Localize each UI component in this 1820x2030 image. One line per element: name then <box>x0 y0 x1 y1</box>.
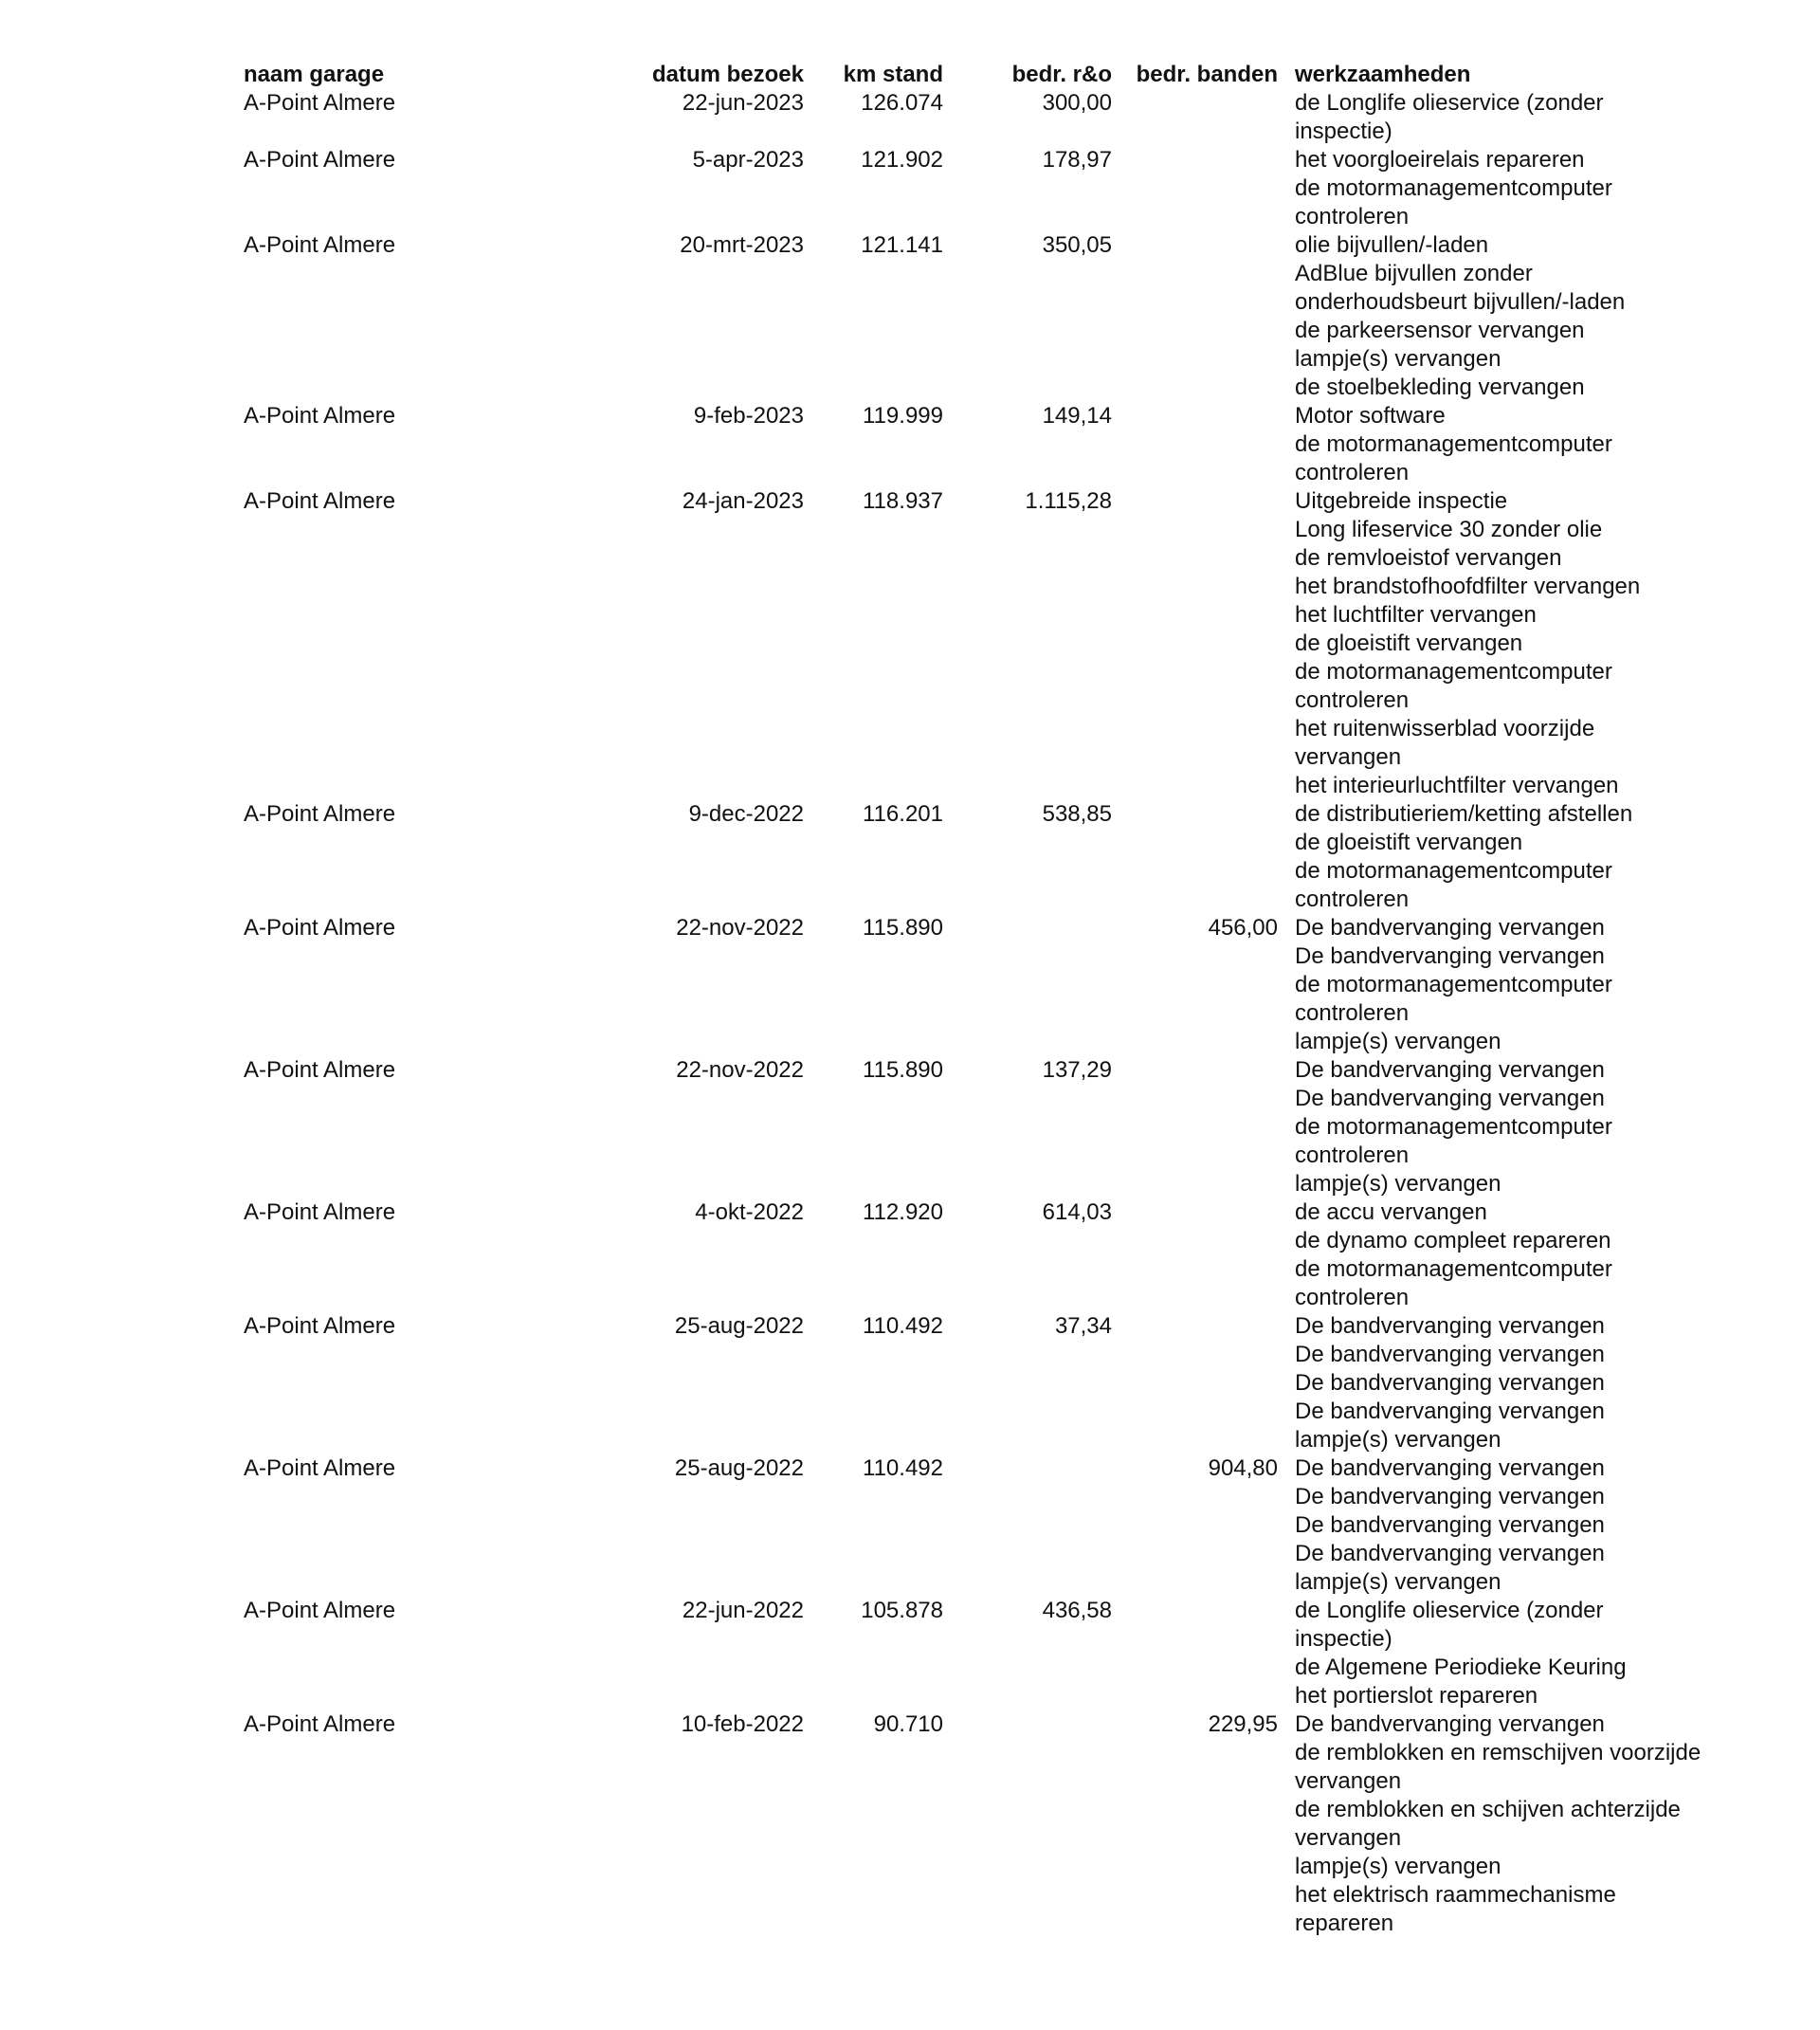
header-date: datum bezoek <box>651 62 804 87</box>
cell-date: 20-mrt-2023 <box>680 232 804 258</box>
header-tyres-amount: bedr. banden <box>1136 62 1278 87</box>
cell-tyres-amount <box>1112 231 1278 402</box>
work-line: het portierslot repareren <box>1295 1683 1538 1709</box>
work-line: Motor software <box>1295 403 1446 429</box>
cell-work <box>1278 146 1723 231</box>
cell-km: 112.920 <box>863 1199 943 1225</box>
table-row <box>244 1597 1723 1710</box>
cell-date: 22-jun-2023 <box>682 90 804 116</box>
work-line: lampje(s) vervangen <box>1295 346 1502 372</box>
work-line: het interieurluchtfilter vervangen <box>1295 773 1619 798</box>
work-line: vervangen <box>1295 744 1402 770</box>
cell-km: 105.878 <box>861 1598 943 1623</box>
cell-tyres-amount <box>1112 402 1278 487</box>
work-line: het elektrisch raammechanisme <box>1295 1882 1616 1908</box>
cell-km: 121.902 <box>861 147 943 173</box>
work-line: Uitgebreide inspectie <box>1295 488 1508 514</box>
work-line: de accu vervangen <box>1295 1199 1487 1225</box>
cell-tyres-amount <box>1112 1597 1278 1710</box>
cell-date: 25-aug-2022 <box>674 1313 804 1339</box>
cell-ro-amount: 1.115,28 <box>1025 488 1112 514</box>
cell-tyres-amount: 904,80 <box>1208 1455 1278 1481</box>
work-line: De bandvervanging vervangen <box>1295 1399 1605 1424</box>
header-work: werkzaamheden <box>1295 62 1471 87</box>
cell-ro-amount: 436,58 <box>1042 1598 1112 1623</box>
work-line: controleren <box>1295 204 1410 229</box>
work-line: vervangen <box>1295 1825 1402 1851</box>
work-line: De bandvervanging vervangen <box>1295 943 1605 969</box>
work-line: lampje(s) vervangen <box>1295 1569 1502 1595</box>
work-line: De bandvervanging vervangen <box>1295 1086 1605 1111</box>
work-line: onderhoudsbeurt bijvullen/-laden <box>1295 289 1626 315</box>
cell-work <box>1278 1597 1723 1710</box>
table-body <box>244 89 1723 1938</box>
work-line: de dynamo compleet repareren <box>1295 1228 1611 1253</box>
cell-date: 24-jan-2023 <box>682 488 804 514</box>
cell-ro-amount: 300,00 <box>1042 90 1112 116</box>
cell-date: 9-feb-2023 <box>693 403 804 429</box>
work-line: vervangen <box>1295 1768 1402 1794</box>
cell-tyres-amount <box>1112 800 1278 914</box>
cell-km: 126.074 <box>861 90 943 116</box>
work-line: controleren <box>1295 1143 1410 1168</box>
cell-km: 116.201 <box>863 801 943 827</box>
work-line: lampje(s) vervangen <box>1295 1029 1502 1054</box>
work-line: de motormanagementcomputer <box>1295 1256 1612 1282</box>
cell-work <box>1278 402 1723 487</box>
work-line: De bandvervanging vervangen <box>1295 1057 1605 1083</box>
work-line: inspectie) <box>1295 119 1392 144</box>
cell-work <box>1278 1312 1723 1454</box>
table-row <box>244 487 1723 800</box>
cell-garage: A-Point Almere <box>244 232 396 258</box>
work-line: de stoelbekleding vervangen <box>1295 375 1585 400</box>
cell-ro-amount <box>943 1710 1112 1938</box>
work-line: lampje(s) vervangen <box>1295 1171 1502 1197</box>
table-row <box>244 1454 1723 1597</box>
cell-km: 110.492 <box>863 1455 943 1481</box>
table-row <box>244 1710 1723 1938</box>
cell-garage: A-Point Almere <box>244 90 396 116</box>
table-header-row <box>244 61 1723 89</box>
work-line: de gloeistift vervangen <box>1295 830 1523 855</box>
cell-tyres-amount <box>1112 1312 1278 1454</box>
cell-garage: A-Point Almere <box>244 1598 396 1623</box>
cell-km: 110.492 <box>863 1313 943 1339</box>
cell-tyres-amount <box>1112 1198 1278 1312</box>
work-line: de motormanagementcomputer <box>1295 1114 1612 1140</box>
header-km: km stand <box>843 62 943 87</box>
cell-km: 115.890 <box>863 915 943 941</box>
work-line: controleren <box>1295 1000 1410 1026</box>
cell-ro-amount: 178,97 <box>1042 147 1112 173</box>
cell-date: 9-dec-2022 <box>688 801 804 827</box>
table-row <box>244 146 1723 231</box>
cell-garage: A-Point Almere <box>244 1313 396 1339</box>
cell-date: 5-apr-2023 <box>692 147 804 173</box>
work-line: lampje(s) vervangen <box>1295 1427 1502 1453</box>
cell-ro-amount: 614,03 <box>1042 1199 1112 1225</box>
cell-date: 22-jun-2022 <box>682 1598 804 1623</box>
cell-garage: A-Point Almere <box>244 1057 396 1083</box>
table-row <box>244 402 1723 487</box>
cell-work <box>1278 1454 1723 1597</box>
table-row <box>244 1312 1723 1454</box>
work-line: De bandvervanging vervangen <box>1295 1484 1605 1509</box>
cell-garage: A-Point Almere <box>244 1455 396 1481</box>
cell-tyres-amount <box>1112 89 1278 146</box>
work-line: de motormanagementcomputer <box>1295 175 1612 201</box>
cell-km: 121.141 <box>861 232 943 258</box>
work-line: controleren <box>1295 687 1410 713</box>
work-line: De bandvervanging vervangen <box>1295 1342 1605 1367</box>
table-row <box>244 231 1723 402</box>
work-line: Long lifeservice 30 zonder olie <box>1295 517 1603 542</box>
cell-ro-amount: 538,85 <box>1042 801 1112 827</box>
cell-work <box>1278 800 1723 914</box>
cell-tyres-amount: 456,00 <box>1208 915 1278 941</box>
work-line: repareren <box>1295 1911 1394 1936</box>
cell-garage: A-Point Almere <box>244 1711 396 1737</box>
work-line: controleren <box>1295 887 1410 912</box>
cell-ro-amount <box>943 1454 1112 1597</box>
work-line: de motormanagementcomputer <box>1295 858 1612 884</box>
cell-date: 10-feb-2022 <box>681 1711 804 1737</box>
cell-date: 22-nov-2022 <box>676 915 804 941</box>
work-line: De bandvervanging vervangen <box>1295 1711 1605 1737</box>
work-line: de parkeersensor vervangen <box>1295 318 1585 343</box>
work-line: het brandstofhoofdfilter vervangen <box>1295 574 1641 599</box>
work-line: olie bijvullen/-laden <box>1295 232 1489 258</box>
cell-garage: A-Point Almere <box>244 403 396 429</box>
cell-work <box>1278 1056 1723 1198</box>
cell-tyres-amount <box>1112 146 1278 231</box>
work-line: De bandvervanging vervangen <box>1295 1455 1605 1481</box>
table-row <box>244 800 1723 914</box>
cell-tyres-amount: 229,95 <box>1208 1711 1278 1737</box>
cell-ro-amount: 350,05 <box>1042 232 1112 258</box>
cell-work <box>1278 914 1723 1056</box>
table-row <box>244 89 1723 146</box>
cell-ro-amount <box>943 914 1112 1056</box>
header-ro-amount: bedr. r&o <box>1011 62 1112 87</box>
work-line: het voorgloeirelais repareren <box>1295 147 1585 173</box>
cell-km: 118.937 <box>863 488 943 514</box>
cell-ro-amount: 137,29 <box>1042 1057 1112 1083</box>
table-row <box>244 914 1723 1056</box>
cell-work <box>1278 89 1723 146</box>
cell-work <box>1278 231 1723 402</box>
cell-work <box>1278 1198 1723 1312</box>
maintenance-history-table <box>244 61 1723 1938</box>
cell-work <box>1278 487 1723 800</box>
cell-garage: A-Point Almere <box>244 147 396 173</box>
work-line: de Longlife olieservice (zonder <box>1295 90 1604 116</box>
work-line: AdBlue bijvullen zonder <box>1295 261 1533 286</box>
table-row <box>244 1056 1723 1198</box>
cell-garage: A-Point Almere <box>244 915 396 941</box>
work-line: De bandvervanging vervangen <box>1295 1313 1605 1339</box>
cell-ro-amount: 149,14 <box>1042 403 1112 429</box>
work-line: de gloeistift vervangen <box>1295 631 1523 656</box>
cell-garage: A-Point Almere <box>244 1199 396 1225</box>
cell-tyres-amount <box>1112 1056 1278 1198</box>
cell-tyres-amount <box>1112 487 1278 800</box>
table-row <box>244 1198 1723 1312</box>
work-line: de Longlife olieservice (zonder <box>1295 1598 1604 1623</box>
work-line: de motormanagementcomputer <box>1295 431 1612 457</box>
cell-date: 22-nov-2022 <box>676 1057 804 1083</box>
work-line: de remblokken en remschijven voorzijde <box>1295 1740 1702 1765</box>
work-line: het luchtfilter vervangen <box>1295 602 1537 628</box>
work-line: De bandvervanging vervangen <box>1295 1541 1605 1566</box>
cell-km: 90.710 <box>873 1711 943 1737</box>
cell-km: 115.890 <box>863 1057 943 1083</box>
cell-garage: A-Point Almere <box>244 488 396 514</box>
cell-work <box>1278 1710 1723 1938</box>
work-line: De bandvervanging vervangen <box>1295 1512 1605 1538</box>
cell-km: 119.999 <box>863 403 943 429</box>
cell-garage: A-Point Almere <box>244 801 396 827</box>
work-line: controleren <box>1295 1285 1410 1310</box>
work-line: het ruitenwisserblad voorzijde <box>1295 716 1595 741</box>
work-line: lampje(s) vervangen <box>1295 1854 1502 1879</box>
work-line: de Algemene Periodieke Keuring <box>1295 1655 1627 1680</box>
work-line: De bandvervanging vervangen <box>1295 1370 1605 1396</box>
work-line: controleren <box>1295 460 1410 485</box>
cell-date: 25-aug-2022 <box>674 1455 804 1481</box>
cell-ro-amount: 37,34 <box>1054 1313 1112 1339</box>
header-garage: naam garage <box>244 62 385 87</box>
work-line: de motormanagementcomputer <box>1295 659 1612 685</box>
work-line: de motormanagementcomputer <box>1295 972 1612 997</box>
work-line: De bandvervanging vervangen <box>1295 915 1605 941</box>
work-line: inspectie) <box>1295 1626 1392 1652</box>
work-line: de distributieriem/ketting afstellen <box>1295 801 1633 827</box>
cell-date: 4-okt-2022 <box>695 1199 804 1225</box>
work-line: de remblokken en schijven achterzijde <box>1295 1797 1681 1822</box>
work-line: de remvloeistof vervangen <box>1295 545 1562 571</box>
